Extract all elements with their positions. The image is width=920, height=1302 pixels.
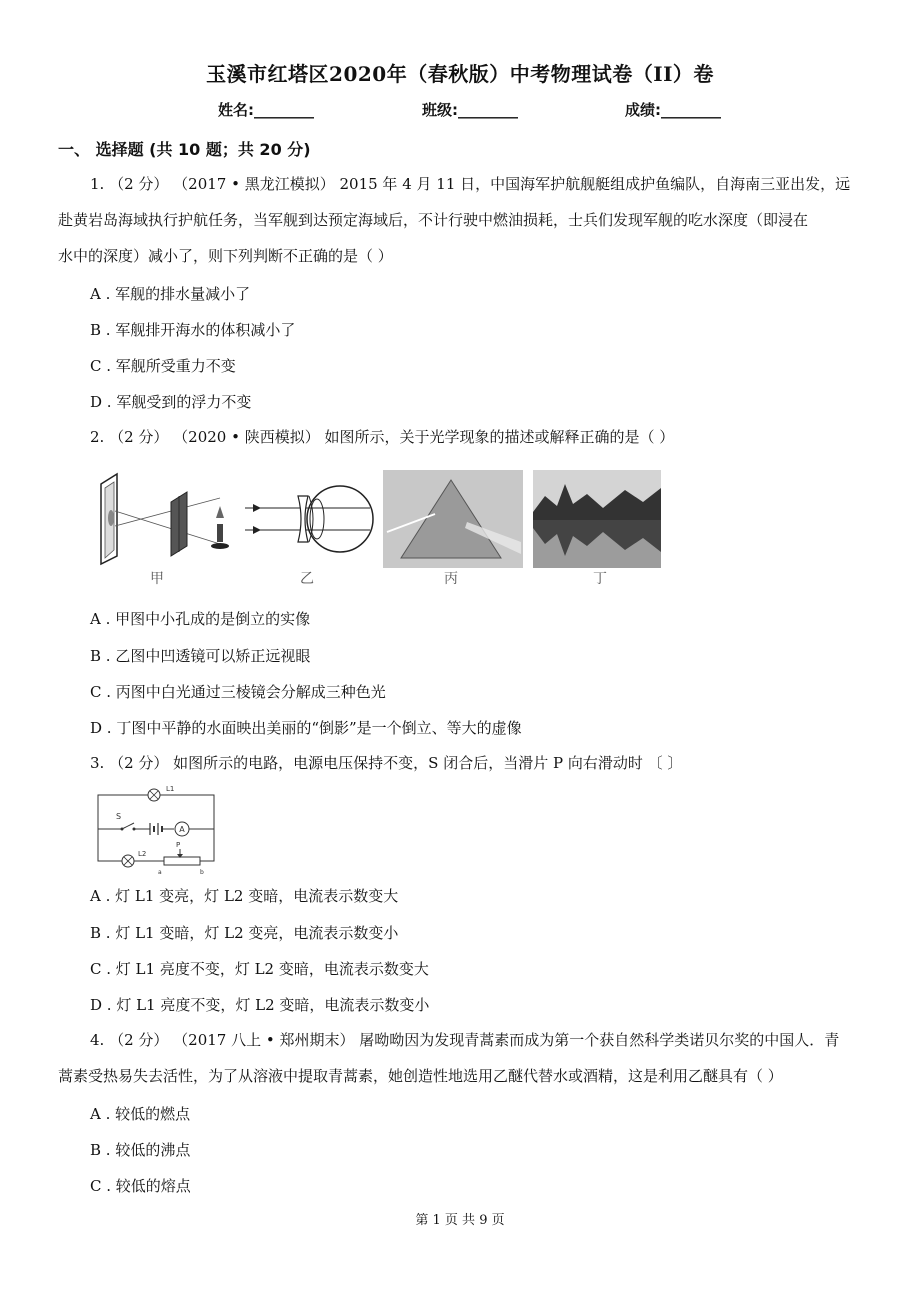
question-2-line-1: 2. （2 分） （2020 • 陕西模拟） 如图所示，关于光学现象的描述或解释正确的是（ ）: [90, 428, 675, 446]
question-2-option-c: C . 丙图中白光通过三棱镜会分解成三种色光: [90, 683, 386, 701]
optics-figure: [95, 466, 665, 591]
question-3-option-c: C . 灯 L1 亮度不变，灯 L2 变暗，电流表示数变大: [90, 960, 429, 978]
figure-label-bing: 丙: [444, 571, 458, 587]
question-4-option-a: A . 较低的燃点: [90, 1105, 191, 1123]
name-field: 姓名:________: [218, 101, 314, 119]
score-field: 成绩:________: [625, 101, 721, 119]
circuit-figure: [92, 783, 222, 878]
question-1-option-d: D . 军舰受到的浮力不变: [90, 393, 252, 411]
question-4-line-2: 蒿素受热易失去活性，为了从溶液中提取青蒿素，她创造性地选用乙醚代替水或酒精，这是利用乙醚具有（ ）: [58, 1067, 783, 1085]
question-1-option-a: A . 军舰的排水量减小了: [90, 285, 251, 303]
l1-label: L1: [166, 785, 175, 793]
water-reflection-photo: [533, 470, 661, 568]
rheostat-end-b: b: [200, 869, 204, 876]
switch-s-label: S: [116, 812, 122, 821]
switch-s-icon: [122, 823, 134, 829]
question-2-option-d: D . 丁图中平静的水面映出美丽的“倒影”是一个倒立、等大的虚像: [90, 719, 522, 737]
page-title: 玉溪市红塔区2020年（春秋版）中考物理试卷（II）卷: [206, 62, 714, 86]
section-heading: 一、 选择题 (共 10 题；共 20 分): [58, 140, 311, 159]
question-1-option-c: C . 军舰所受重力不变: [90, 357, 236, 375]
question-3-option-a: A . 灯 L1 变亮，灯 L2 变暗，电流表示数变大: [90, 887, 399, 905]
figure-label-yi: 乙: [300, 571, 314, 587]
rheostat-end-a: a: [158, 869, 162, 876]
question-4-line-1: 4. （2 分） （2017 八上 • 郑州期末） 屠呦呦因为发现青蒿素而成为第一个获自然科学类诺贝尔奖的中国人．青: [90, 1031, 840, 1049]
rheostat-icon: [164, 857, 200, 865]
ammeter-label: A: [179, 825, 185, 834]
slider-p-label: P: [176, 841, 181, 849]
question-4-option-c: C . 较低的熔点: [90, 1177, 191, 1195]
question-1-line-2: 赴黄岩岛海域执行护航任务，当军舰到达预定海域后，不计行驶中燃油损耗，士兵们发现军舰的吃水深度（即浸在: [58, 211, 809, 229]
question-1-option-b: B . 军舰排开海水的体积减小了: [90, 321, 296, 339]
question-2-option-b: B . 乙图中凹透镜可以矫正远视眼: [90, 647, 311, 665]
figure-label-jia: 甲: [150, 571, 164, 587]
eye-lens-diagram: [245, 486, 373, 552]
figure-label-ding: 丁: [593, 571, 607, 587]
question-3-option-d: D . 灯 L1 亮度不变，灯 L2 变暗，电流表示数变小: [90, 996, 430, 1014]
pinhole-camera-diagram: [101, 474, 229, 564]
class-field: 班级:________: [422, 101, 518, 119]
page-footer: 第 1 页 共 9 页: [415, 1213, 505, 1228]
prism-diagram: [383, 470, 523, 568]
question-4-option-b: B . 较低的沸点: [90, 1141, 191, 1159]
question-1-line-3: 水中的深度）减小了，则下列判断不正确的是（ ）: [58, 247, 393, 265]
question-3-line-1: 3. （2 分） 如图所示的电路，电源电压保持不变，S 闭合后，当滑片 P 向右滑动时 〔 〕: [90, 754, 683, 772]
question-3-option-b: B . 灯 L1 变暗，灯 L2 变亮，电流表示数变小: [90, 924, 399, 942]
l2-label: L2: [138, 850, 147, 858]
question-1-line-1: 1. （2 分） （2017 • 黑龙江模拟） 2015 年 4 月 11 日，中国海军护航舰艇组成护鱼编队，自海南三亚出发，远: [90, 175, 851, 193]
question-2-option-a: A . 甲图中小孔成的是倒立的实像: [90, 610, 311, 628]
